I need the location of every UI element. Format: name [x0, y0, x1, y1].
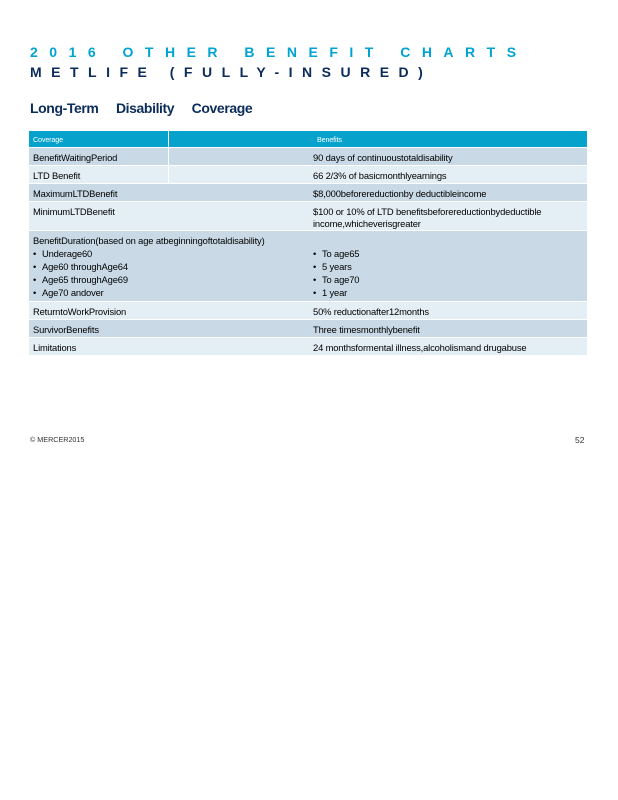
table-row	[29, 301, 587, 319]
coverage-cell: SurvivorBenefits	[33, 324, 99, 335]
chart-title: 2016 OTHER BENEFIT CHARTS	[30, 44, 528, 60]
age-list	[33, 247, 265, 299]
coverage-cell: ReturntoWorkProvision	[33, 306, 127, 317]
copyright-text: © MERCER2015	[30, 435, 85, 444]
coverage-cell	[33, 235, 265, 299]
table-row	[29, 201, 587, 230]
list-item: • Age65 throughAge69	[33, 273, 265, 286]
benefit-cell: 66 2/3% of basicmonthlyearnings	[313, 170, 447, 181]
column-header-benefits: Benefits	[317, 135, 342, 144]
section-title: Long-Term Disability Coverage	[30, 100, 253, 116]
table-row	[29, 183, 587, 201]
list-item: • Age60 throughAge64	[33, 260, 265, 273]
duration-label: BenefitDuration(based on age atbeginningoftotaldisability)	[33, 235, 265, 246]
list-item: • To age70	[313, 273, 359, 286]
column-divider	[168, 131, 169, 147]
coverage-cell: MaximumLTDBenefit	[33, 188, 118, 199]
page-number: 52	[575, 435, 585, 445]
benefit-cell: 24 monthsformental illness,alcoholismand drugabuse	[313, 342, 527, 353]
table-row	[29, 337, 587, 355]
benefit-cell: 90 days of continuoustotaldisability	[313, 152, 453, 163]
benefit-cell: 50% reductionafter12months	[313, 306, 429, 317]
duration-list	[313, 247, 359, 299]
column-divider	[168, 148, 169, 165]
list-item: • To age65	[313, 247, 359, 260]
coverage-cell: MinimumLTDBenefit	[33, 206, 115, 217]
list-item: • Underage60	[33, 247, 265, 260]
table-row	[29, 319, 587, 337]
list-item: • 5 years	[313, 260, 359, 273]
coverage-cell: Limitations	[33, 342, 77, 353]
table-row	[29, 147, 587, 165]
benefit-cell: Three timesmonthlybenefit	[313, 324, 420, 335]
table-header	[29, 131, 587, 147]
table-row	[29, 165, 587, 183]
coverage-cell: BenefitWaitingPeriod	[33, 152, 118, 163]
benefit-cell: $100 or 10% of LTD benefitsbeforereductionbydeductible income,whicheverisgreater	[313, 206, 542, 229]
list-item: • 1 year	[313, 286, 359, 299]
column-header-coverage: Coverage	[33, 135, 63, 144]
coverage-cell: LTD Benefit	[33, 170, 81, 181]
column-divider	[168, 166, 169, 183]
benefit-cell: $8,000beforereductionby deductibleincome	[313, 188, 487, 199]
list-item: • Age70 andover	[33, 286, 265, 299]
table-row	[29, 230, 587, 301]
coverage-table	[29, 131, 587, 355]
plan-title: METLIFE (FULLY-INSURED)	[30, 64, 433, 80]
benefit-cell	[313, 247, 359, 299]
